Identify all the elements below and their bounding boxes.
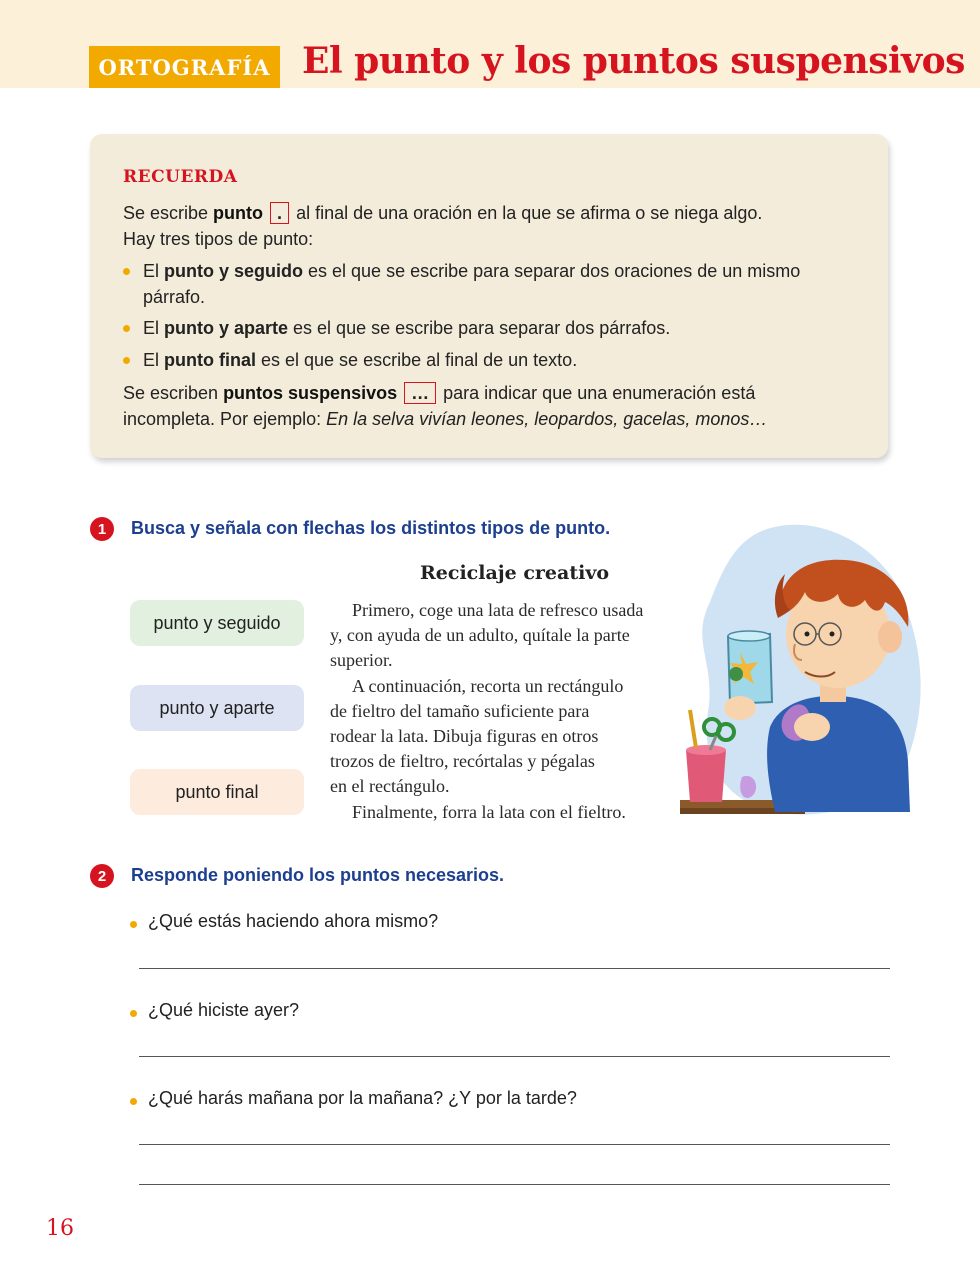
question-1: ¿Qué estás haciendo ahora mismo?	[148, 911, 439, 931]
bullet-punto-y-aparte	[143, 315, 670, 341]
rule-text: al final de una oración en la que se afirma o se niega algo.	[291, 203, 763, 223]
reading-line: rodear la lata. Dibuja figuras en otros	[330, 726, 599, 747]
question-2: ¿Qué hiciste ayer?	[148, 1000, 300, 1020]
page-title: El punto y los puntos suspensivos	[302, 40, 965, 82]
rule-punto	[123, 200, 762, 226]
bullet-icon	[123, 268, 130, 275]
reading-line: en el rectángulo.	[330, 776, 450, 797]
rule-term: puntos suspensivos	[223, 383, 398, 403]
bullet-punto-final	[143, 347, 577, 373]
bullet-continuation: párrafo.	[143, 287, 206, 307]
bullet-icon	[130, 921, 137, 928]
bullet-text: es el que se escribe al final de un texto.	[256, 350, 578, 370]
bullet-text: El	[143, 318, 165, 338]
rule-text: incompleta. Por ejemplo:	[123, 409, 327, 429]
reading-line: superior.	[330, 650, 393, 671]
answer-line-3[interactable]	[139, 1144, 890, 1145]
reading-line: y, con ayuda de un adulto, quítale la parte	[330, 625, 630, 646]
bullet-text: El	[143, 261, 165, 281]
exercise-1-instruction: Busca y señala con flechas los distintos tipos de punto.	[131, 518, 611, 538]
rule-example	[123, 406, 767, 432]
section-tag: ORTOGRAFÍA	[89, 46, 280, 88]
answer-line-4[interactable]	[139, 1184, 890, 1185]
reading-title: Reciclaje creativo	[420, 562, 610, 584]
bullet-term: punto y seguido	[164, 261, 304, 281]
rule-text: para indicar que una enumeración está	[438, 383, 756, 403]
question-3: ¿Qué harás mañana por la mañana? ¿Y por la tarde?	[148, 1088, 577, 1108]
boy-holding-decorated-can-illustration	[680, 522, 970, 822]
reading-text	[330, 598, 643, 825]
label-punto-y-aparte[interactable]: punto y aparte	[130, 685, 304, 731]
recuerda-box	[90, 134, 888, 458]
reading-line: A continuación, recorta un rectángulo	[352, 675, 624, 696]
page-number: 16	[46, 1216, 74, 1241]
punto-mark-box: .	[270, 202, 289, 224]
rule-suspensivos	[123, 380, 755, 406]
bullet-icon	[130, 1010, 137, 1017]
exercise-2-number: 2	[90, 864, 114, 888]
rule-intro: Hay tres tipos de punto:	[123, 229, 314, 249]
bullet-text: es el que se escribe para separar dos oraciones de un mismo	[303, 261, 801, 281]
bullet-punto-y-seguido	[143, 258, 800, 284]
rule-text: Se escribe	[123, 203, 214, 223]
exercise-1-number: 1	[90, 517, 114, 541]
reading-line: de fieltro del tamaño suficiente para	[330, 700, 590, 721]
label-punto-y-seguido[interactable]: punto y seguido	[130, 600, 304, 646]
example-text: En la selva vivían leones, leopardos, gacelas, monos…	[326, 409, 768, 429]
reading-line: Finalmente, forra la lata con el fieltro.	[352, 801, 626, 822]
bullet-term: punto final	[164, 350, 256, 370]
answer-line-1[interactable]	[139, 968, 890, 969]
recuerda-title: RECUERDA	[123, 167, 238, 187]
rule-term: punto	[213, 203, 264, 223]
reading-line: trozos de fieltro, recórtalas y pégalas	[330, 751, 595, 772]
rule-text: Se escriben	[123, 383, 224, 403]
answer-line-2[interactable]	[139, 1056, 890, 1057]
reading-line: Primero, coge una lata de refresco usada	[352, 600, 644, 620]
bullet-term: punto y aparte	[164, 318, 289, 338]
exercise-2-instruction: Responde poniendo los puntos necesarios.	[131, 865, 505, 885]
bullet-icon	[130, 1098, 137, 1105]
bullet-icon	[123, 325, 130, 332]
bullet-text: es el que se escribe para separar dos párrafos.	[288, 318, 671, 338]
label-punto-final[interactable]: punto final	[130, 769, 304, 815]
bullet-icon	[123, 357, 130, 364]
bullet-text: El	[143, 350, 165, 370]
suspensivos-mark-box: …	[404, 382, 436, 404]
